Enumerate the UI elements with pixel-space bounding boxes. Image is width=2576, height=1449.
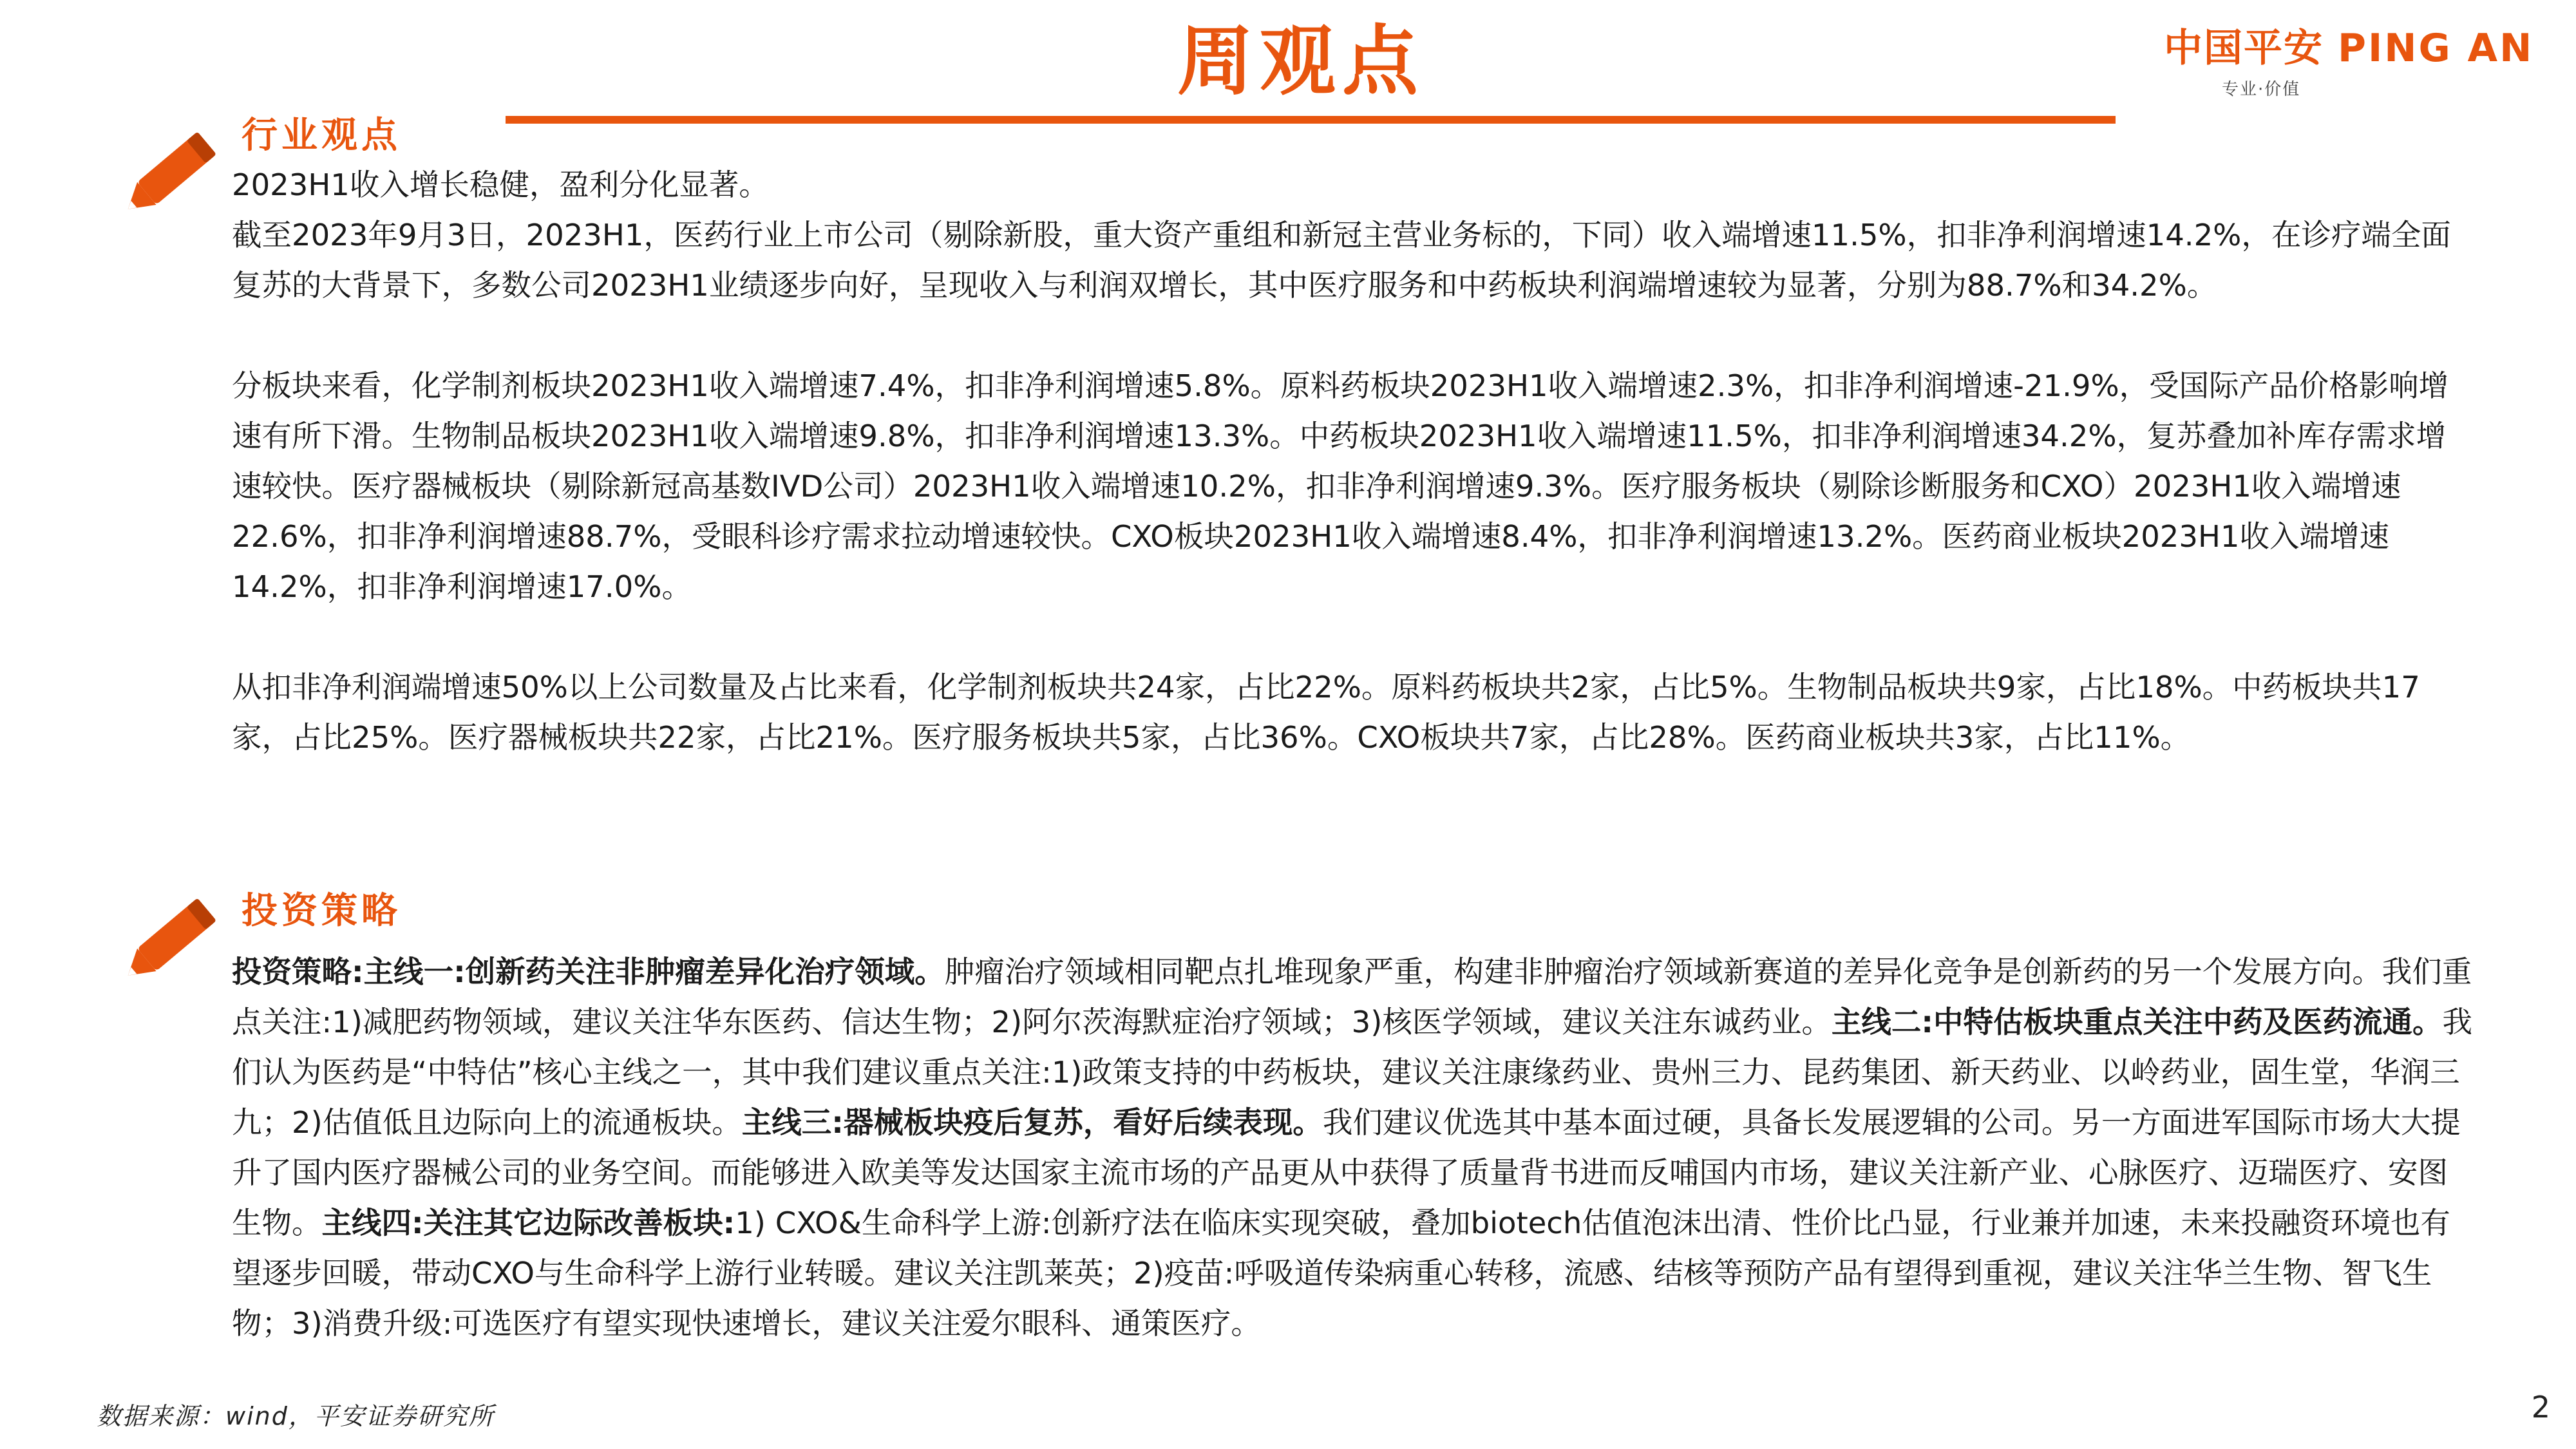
industry-summary: 2023H1收入增长稳健，盈利分化显著。	[232, 167, 769, 202]
section-title-strategy: 投资策略	[242, 890, 401, 932]
industry-paragraph: 从扣非净利润端增速50%以上公司数量及占比来看，化学制剂板块共24家，占比22%。原料药板块共2家，占比5%。生物制品板块共9家，占比18%。中药板块共17家，占比25%。医疗器械板块共22家，占比21%。医疗服务板块共5家，占比36%。CXO板块共7家，占比28%。医药商业板块共3家，占比11%。	[232, 670, 2420, 755]
strategy-line1-heading: 投资策略:主线一:创新药关注非肿瘤差异化治疗领域。	[232, 954, 945, 989]
strategy-line3-heading: 主线三:器械板块疫后复苏，看好后续表现。	[741, 1105, 1323, 1140]
industry-body	[232, 160, 2473, 762]
strategy-body	[232, 947, 2473, 1349]
page-title: 周观点	[1177, 17, 1425, 106]
data-source-note: 数据来源：wind，平安证券研究所	[97, 1402, 495, 1430]
logo-name-cn: 中国平安	[2164, 26, 2324, 71]
strategy-line2-heading: 主线二:中特估板块重点关注中药及医药流通。	[1831, 1005, 2443, 1039]
page-number: 2	[2531, 1390, 2550, 1425]
logo-name-en: PING AN	[2338, 26, 2534, 71]
section-title-industry: 行业观点	[242, 115, 401, 156]
strategy-line1-text: 肿瘤治疗领域相同靶点扎堆现象严重，构建非肿瘤治疗领域新赛道的差异化竞争是创新药的另一个发展方向。我们重点关注:1)减肥药物领域，建议关注华东医药、信达生物；2)阿尔茨海默症治疗领域；3)核医学领域，建议关注东诚药业。	[232, 954, 2472, 1039]
industry-paragraph: 分板块来看，化学制剂板块2023H1收入端增速7.4%，扣非净利润增速5.8%。原料药板块2023H1收入端增速2.3%，扣非净利润增速-21.9%，受国际产品价格影响增速有所下滑。生物制品板块2023H1收入端增速9.8%，扣非净利润增速13.3%。中药板块2023H1收入端增速11.5%，扣非净利润增速34.2%，复苏叠加补库存需求增速较快。医疗器械板块（剔除新冠高基数IVD公司）2023H1收入端增速10.2%，扣非净利润增速9.3%。医疗服务板块（剔除诊断服务和CXO）2023H1收入端增速22.6%，扣非净利润增速88.7%，受眼科诊疗需求拉动增速较快。CXO板块2023H1收入端增速8.4%，扣非净利润增速13.2%。医药商业板块2023H1收入端增速14.2%，扣非净利润增速17.0%。	[232, 368, 2449, 604]
pingan-logo	[2164, 26, 2563, 103]
strategy-paragraph	[232, 947, 2473, 1349]
strategy-line2-text: 我们认为医药是“中特估”核心主线之一，其中我们建议重点关注:1)政策支持的中药板块，建议关注康缘药业、贵州三力、昆药集团、新天药业、以岭药业，固生堂，华润三九；2)估值低且边际向上的流通板块。	[232, 1005, 2472, 1140]
logo-wordmark	[2164, 26, 2533, 71]
strategy-line3-text: 我们建议优选其中基本面过硬，具备长发展逻辑的公司。另一方面进军国际市场大大提升了国内医疗器械公司的业务空间。而能够进入欧美等发达国家主流市场的产品更从中获得了质量背书进而反哺国内市场，建议关注新产业、心脉医疗、迈瑞医疗、安图生物。	[232, 1105, 2461, 1240]
industry-paragraph: 截至2023年9月3日，2023H1，医药行业上市公司（剔除新股，重大资产重组和新冠主营业务标的，下同）收入端增速11.5%，扣非净利润增速14.2%，在诊疗端全面复苏的大背景下，多数公司2023H1业绩逐步向好，呈现收入与利润双增长，其中医疗服务和中药板块利润端增速较为显著，分别为88.7%和34.2%。	[232, 218, 2451, 303]
logo-tagline: 专业·价值	[2222, 80, 2301, 99]
pencil-icon	[113, 882, 235, 992]
strategy-line4-heading: 主线四:关注其它边际改善板块:	[321, 1206, 735, 1240]
title-underline	[506, 116, 2116, 124]
strategy-line4-text: 1) CXO&生命科学上游:创新疗法在临床实现突破，叠加biotech估值泡沫出清、性价比凸显，行业兼并加速，未来投融资环境也有望逐步回暖，带动CXO与生命科学上游行业转暖。建议关注凯莱英；2)疫苗:呼吸道传染病重心转移，流感、结核等预防产品有望得到重视，建议关注华兰生物、智飞生物；3)消费升级:可选医疗有望实现快速增长，建议关注爱尔眼科、通策医疗。	[232, 1206, 2450, 1341]
pencil-icon	[113, 116, 235, 225]
